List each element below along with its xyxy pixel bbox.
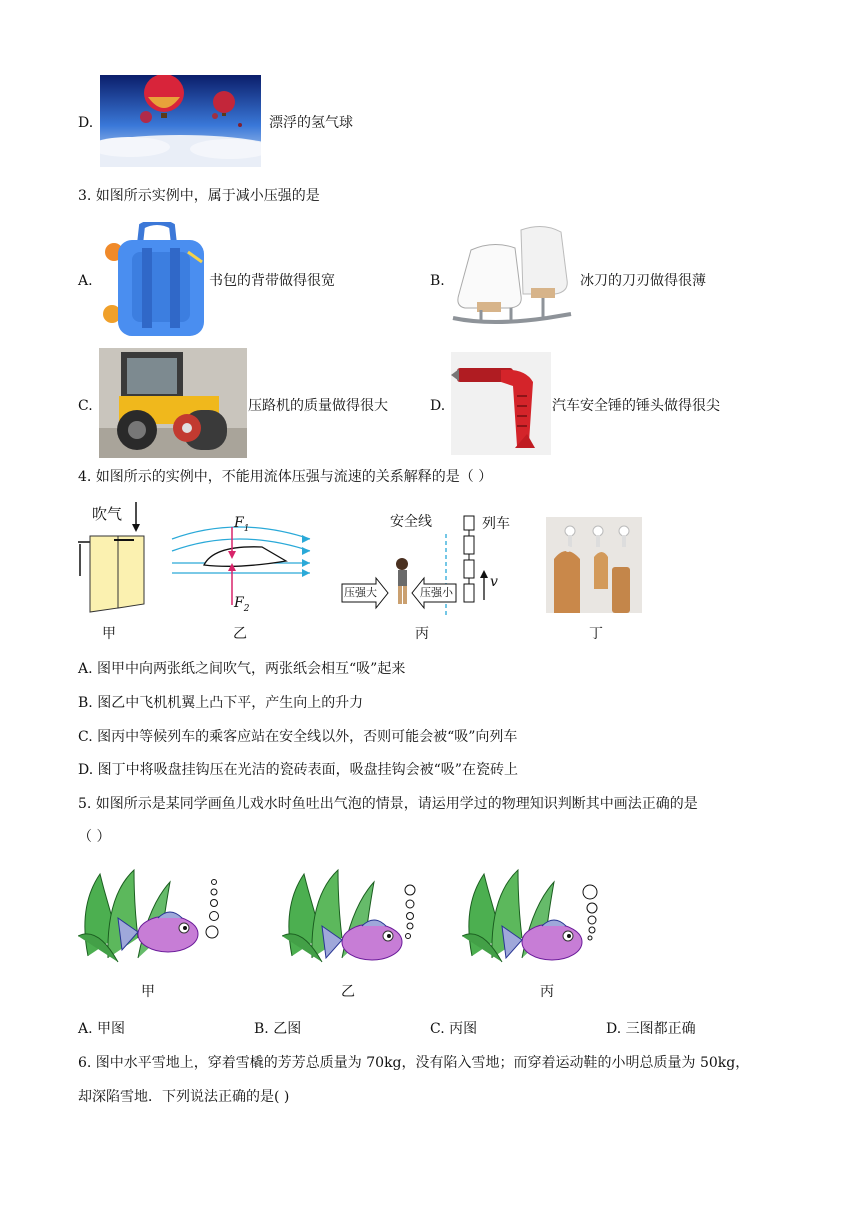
q5-stem: 5. 如图所示是某同学画鱼儿戏水时鱼吐出气泡的情景，请运用学过的物理知识判断其中画法正确的是 xyxy=(78,796,698,812)
q3-option-b-letter: B. xyxy=(430,273,445,289)
pressure-small-label: 压强小 xyxy=(420,586,453,599)
caption-bing: 丙 xyxy=(415,626,429,642)
safety-line-label: 安全线 xyxy=(390,514,432,530)
q4-option-a: A. 图甲中向两张纸之间吹气，两张纸会相互“吸”起来 xyxy=(78,661,406,677)
q3-option-d-letter: D. xyxy=(430,398,446,414)
q3-option-c-text: 压路机的质量做得很大 xyxy=(248,398,388,414)
fish-figure-jia xyxy=(78,866,228,972)
q5-option-d: D. 三图都正确 xyxy=(606,1021,696,1037)
q3-option-d-text: 汽车安全锤的锤头做得很尖 xyxy=(552,398,720,414)
velocity-label: v xyxy=(490,574,498,590)
safety-hammer-image xyxy=(451,352,551,455)
caption-yi: 乙 xyxy=(233,626,247,642)
caption-jia: 甲 xyxy=(102,626,116,642)
q4-option-d: D. 图丁中将吸盘挂钩压在光洁的瓷砖表面，吸盘挂钩会被“吸”在瓷砖上 xyxy=(78,762,518,778)
q4-stem: 4. 如图所示的实例中，不能用流体压强与流速的关系解释的是（ ） xyxy=(78,469,493,485)
backpack-image xyxy=(102,222,208,338)
q5-option-b: B. 乙图 xyxy=(254,1021,302,1037)
q4-option-b: B. 图乙中飞机机翼上凸下平，产生向上的升力 xyxy=(78,695,364,711)
q5-paren: （ ） xyxy=(78,829,111,845)
q3-option-a-letter: A. xyxy=(78,273,93,289)
ice-skates-image xyxy=(451,222,579,332)
fish-caption-yi: 乙 xyxy=(341,984,355,1000)
q4-option-c: C. 图丙中等候列车的乘客应站在安全线以外，否则可能会被“吸”向列车 xyxy=(78,729,518,745)
caption-ding: 丁 xyxy=(589,626,603,642)
hot-air-balloon-image xyxy=(100,75,261,167)
road-roller-image xyxy=(99,348,247,458)
q6-line-2: 却深陷雪地．下列说法正确的是( ) xyxy=(78,1089,290,1105)
fig-ding-suction-hooks xyxy=(546,517,642,613)
fish-figure-bing xyxy=(462,866,612,972)
q3-option-b-text: 冰刀的刀刃做得很薄 xyxy=(580,273,706,289)
f2-label: $F_2$ xyxy=(234,595,250,614)
train-label: 列车 xyxy=(482,516,510,532)
q5-option-a: A. 甲图 xyxy=(78,1021,126,1037)
q5-option-c: C. 丙图 xyxy=(430,1021,478,1037)
q3-option-a-text: 书包的背带做得很宽 xyxy=(209,273,335,289)
q3-option-c-letter: C. xyxy=(78,398,93,414)
blow-label: 吹气 xyxy=(92,505,123,523)
fish-caption-bing: 丙 xyxy=(540,984,554,1000)
fig-yi-wing xyxy=(168,505,316,617)
pressure-big-label: 压强大 xyxy=(344,586,377,599)
q6-line-1: 6. 图中水平雪地上，穿着雪橇的芳芳总质量为 70kg，没有陷入雪地；而穿着运动鞋的小明总质量为 50kg， xyxy=(78,1055,750,1071)
q2-option-d-letter: D. xyxy=(78,115,94,131)
f1-label: $F_1$ xyxy=(234,515,250,534)
fish-caption-jia: 甲 xyxy=(141,984,155,1000)
fig-jia-papers xyxy=(78,500,158,618)
q2-option-d-text: 漂浮的氢气球 xyxy=(269,115,353,131)
fish-figure-yi xyxy=(282,866,432,972)
fig-bing-safety-line xyxy=(340,512,520,618)
q3-stem: 3. 如图所示实例中，属于减小压强的是 xyxy=(78,188,320,204)
